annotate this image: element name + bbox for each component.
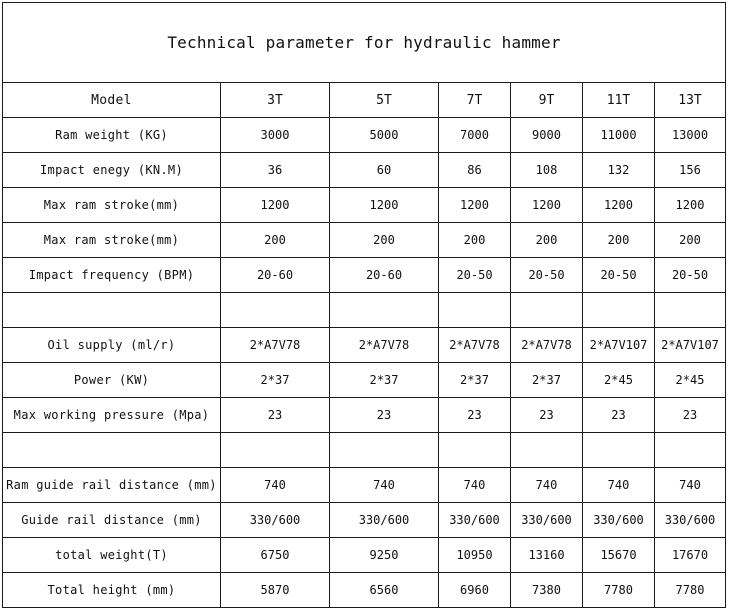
table-cell: 86	[439, 153, 511, 188]
table-cell: 740	[583, 468, 655, 503]
table-cell: 10950	[439, 538, 511, 573]
table-cell: 20-50	[655, 258, 726, 293]
table-cell: 200	[583, 223, 655, 258]
row-label: Oil supply (ml/r)	[3, 328, 221, 363]
table-cell: 330/600	[511, 503, 583, 538]
table-cell: 2*A7V78	[330, 328, 439, 363]
table-cell: 2*A7V78	[221, 328, 330, 363]
table-cell: 11000	[583, 118, 655, 153]
table-cell: 1200	[330, 188, 439, 223]
table-cell: 20-50	[583, 258, 655, 293]
table-cell	[583, 433, 655, 468]
table-cell: 13000	[655, 118, 726, 153]
header-model-7t: 7T	[439, 83, 511, 118]
table-cell	[221, 433, 330, 468]
header-model-9t: 9T	[511, 83, 583, 118]
table-cell: 20-60	[330, 258, 439, 293]
table-cell: 23	[583, 398, 655, 433]
row-label: Power (KW)	[3, 363, 221, 398]
table-cell: 330/600	[221, 503, 330, 538]
table-cell: 108	[511, 153, 583, 188]
table-cell: 2*A7V107	[583, 328, 655, 363]
table-row	[3, 118, 726, 153]
table-cell: 3000	[221, 118, 330, 153]
table-row	[3, 538, 726, 573]
table-cell	[511, 433, 583, 468]
table-cell: 740	[655, 468, 726, 503]
table-cell: 156	[655, 153, 726, 188]
table-cell: 1200	[221, 188, 330, 223]
table-cell: 2*37	[221, 363, 330, 398]
row-label: Ram weight (KG)	[3, 118, 221, 153]
table-cell: 7000	[439, 118, 511, 153]
row-label: Guide rail distance (mm)	[3, 503, 221, 538]
row-label: Max working pressure (Mpa)	[3, 398, 221, 433]
table-row	[3, 293, 726, 328]
table-cell: 200	[439, 223, 511, 258]
table-cell: 36	[221, 153, 330, 188]
table-title: Technical parameter for hydraulic hammer	[3, 3, 726, 83]
table-cell: 1200	[583, 188, 655, 223]
row-label	[3, 433, 221, 468]
table-cell: 17670	[655, 538, 726, 573]
table-cell: 330/600	[330, 503, 439, 538]
header-model-13t: 13T	[655, 83, 726, 118]
table-cell: 15670	[583, 538, 655, 573]
header-model-label: Model	[3, 83, 221, 118]
table-cell	[511, 293, 583, 328]
table-cell: 7380	[511, 573, 583, 608]
table-cell	[655, 293, 726, 328]
table-cell	[221, 293, 330, 328]
table-cell: 740	[221, 468, 330, 503]
table-cell: 23	[655, 398, 726, 433]
table-cell: 2*37	[439, 363, 511, 398]
table-cell: 23	[511, 398, 583, 433]
table-cell: 2*A7V78	[439, 328, 511, 363]
table-cell: 330/600	[583, 503, 655, 538]
table-cell: 200	[655, 223, 726, 258]
table-cell: 6750	[221, 538, 330, 573]
header-model-11t: 11T	[583, 83, 655, 118]
row-label: Max ram stroke(mm)	[3, 188, 221, 223]
table-cell: 132	[583, 153, 655, 188]
table-cell: 9000	[511, 118, 583, 153]
table-cell	[330, 293, 439, 328]
table-cell: 200	[511, 223, 583, 258]
table-cell: 330/600	[655, 503, 726, 538]
table-cell: 23	[330, 398, 439, 433]
row-label: Ram guide rail distance (mm)	[3, 468, 221, 503]
table-cell: 740	[330, 468, 439, 503]
table-cell	[655, 433, 726, 468]
table-cell: 5870	[221, 573, 330, 608]
table-row	[3, 468, 726, 503]
table-row	[3, 188, 726, 223]
table-row	[3, 503, 726, 538]
row-label	[3, 293, 221, 328]
table-cell: 5000	[330, 118, 439, 153]
table-cell: 1200	[511, 188, 583, 223]
table-row	[3, 433, 726, 468]
table-cell: 1200	[655, 188, 726, 223]
header-row	[3, 83, 726, 118]
table-cell: 60	[330, 153, 439, 188]
header-model-5t: 5T	[330, 83, 439, 118]
table-cell	[583, 293, 655, 328]
table-cell: 7780	[583, 573, 655, 608]
header-model-3t: 3T	[221, 83, 330, 118]
table-cell: 2*A7V107	[655, 328, 726, 363]
table-row	[3, 398, 726, 433]
row-label: Impact frequency (BPM)	[3, 258, 221, 293]
table-cell: 2*37	[330, 363, 439, 398]
table-cell: 2*45	[583, 363, 655, 398]
table-cell	[439, 293, 511, 328]
table-cell: 23	[439, 398, 511, 433]
table-row	[3, 328, 726, 363]
table-cell: 23	[221, 398, 330, 433]
table-cell: 2*A7V78	[511, 328, 583, 363]
table-row	[3, 223, 726, 258]
table-cell: 6560	[330, 573, 439, 608]
table-cell: 200	[330, 223, 439, 258]
table-cell: 20-60	[221, 258, 330, 293]
row-label: Total height (mm)	[3, 573, 221, 608]
parameter-table	[2, 2, 726, 608]
table-cell: 7780	[655, 573, 726, 608]
table-cell: 330/600	[439, 503, 511, 538]
table-cell	[330, 433, 439, 468]
table-cell: 6960	[439, 573, 511, 608]
row-label: total weight(T)	[3, 538, 221, 573]
table-row	[3, 573, 726, 608]
row-label: Max ram stroke(mm)	[3, 223, 221, 258]
table-cell: 13160	[511, 538, 583, 573]
table-row	[3, 363, 726, 398]
table-row	[3, 258, 726, 293]
table-cell: 20-50	[511, 258, 583, 293]
table-cell: 9250	[330, 538, 439, 573]
table-cell: 2*45	[655, 363, 726, 398]
table-cell: 2*37	[511, 363, 583, 398]
row-label: Impact enegy (KN.M)	[3, 153, 221, 188]
table-row	[3, 153, 726, 188]
table-cell: 740	[439, 468, 511, 503]
table-cell: 740	[511, 468, 583, 503]
table-cell	[439, 433, 511, 468]
table-cell: 200	[221, 223, 330, 258]
table-cell: 20-50	[439, 258, 511, 293]
table-cell: 1200	[439, 188, 511, 223]
